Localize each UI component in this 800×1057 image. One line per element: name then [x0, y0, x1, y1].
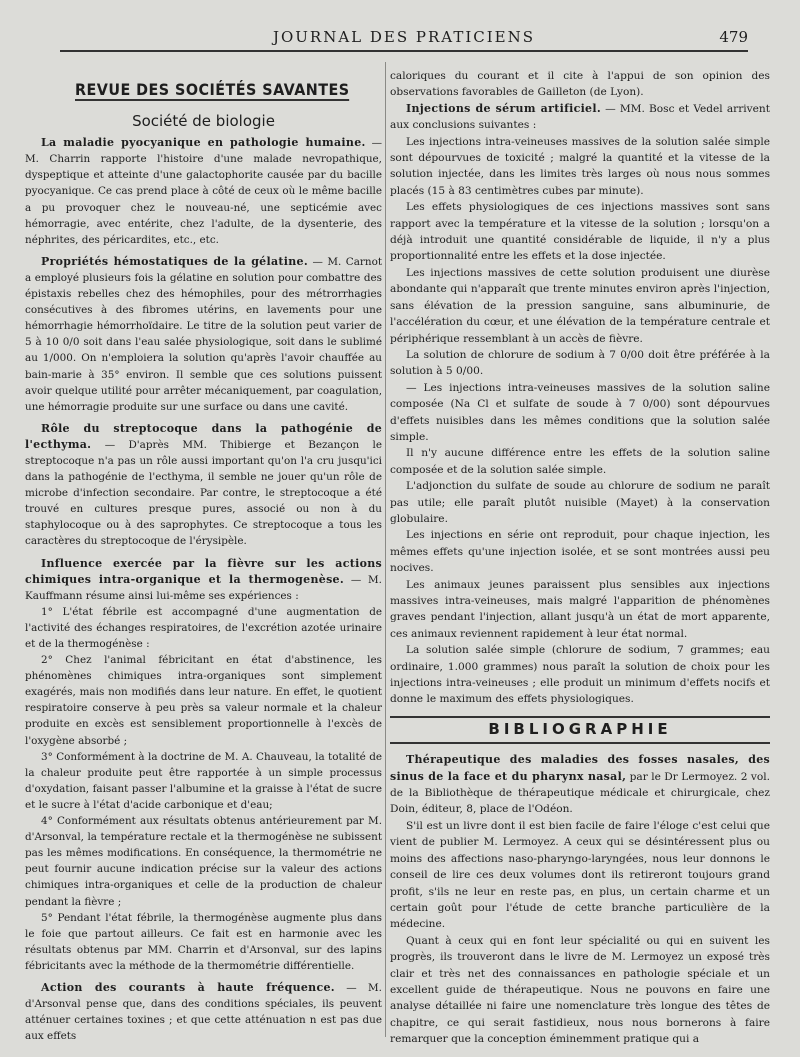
article-text: — MM. Bosc et Vedel arrivent aux conclusions suivantes :: [390, 102, 770, 132]
paragraph: S'il est un livre dont il est bien facile de faire l'éloge c'est celui que vient de publier M. Lermoyez. A ceux qui se désintéressent plus ou moins des affections naso-pharyngo-laryngées, nous leur donnons le conseil de lire ces deux volumes dont ils retireront toujours grand profit, s'ils ne leur en reste pas, en plus, un certain charme et un certain goût pour l'étude de cette branche particulière de la médecine.: [390, 819, 770, 931]
article-fievre: [25, 556, 382, 604]
paragraph: 4° Conformément aux résultats obtenus antérieurement par M. d'Arsonval, la température rectale et la thermogénèse ne subissent pas les mêmes modifications. En conséquence, la thermométrie ne peut fournir aucune indication précise sur la valeur des actions chimiques intra-organiques et celle de la production de chaleur pendant la fièvre ;: [25, 815, 382, 908]
article-heading: Influence exercée par la fièvre sur les actions chimiques intra-organique et la thermogenèse.: [25, 556, 382, 586]
article-pyocyanique: [25, 135, 382, 248]
article-heading: La maladie pyocyanique en pathologie humaine.: [41, 136, 366, 150]
paragraph: Les injections massives de cette solution produisent une diurèse abondante qui n'apparaît que trente minutes environ après l'injection, sans élévation de la pression sanguine, sans albuminurie, de l'accélération du cœur, et une élévation de la température centrale et périphérique ressemblant à un accès de fièvre.: [390, 266, 770, 345]
paragraph: La solution salée simple (chlorure de sodium, 7 grammes; eau ordinaire, 1.000 grammes) nous paraît la solution de choix pour les injections intra-veineuses ; elle produit un minimum d'effets nocifs et donne le maximum des effets physiologiques.: [390, 644, 770, 706]
article-text: — M. d'Arsonval pense que, dans des conditions spéciales, ils peuvent atténuer certaines toxines ; et que cette atténuation n est pas due aux effets: [25, 981, 382, 1043]
paragraph: 2° Chez l'animal fébricitant en état d'abstinence, les phénomènes chimiques intra-organiques sont simplement exagérés, mais non modifiés dans leur nature. En effet, le quotient respiratoire conserve à peu près sa valeur normale et la chaleur produite en excès est sensiblement proportionnelle à l'excès de l'oxygène absorbé ;: [25, 654, 382, 747]
paragraph: Les effets physiologiques de ces injections massives sont sans rapport avec la température et la vitesse de la solution ; lorsqu'on a déjà introduit une quantité considérable de liquide, il n'y a plus proportionnalité entre les effets et la dose injectée.: [390, 201, 770, 263]
paragraph: 1° L'état fébrile est accompagné d'une augmentation de l'activité des échanges respiratoires, de l'excrétion azotée urinaire et de la thermogénèse :: [25, 605, 382, 650]
paragraph: Les animaux jeunes paraissent plus sensibles aux injections massives intra-veineuses, mais malgré l'apparition de phénomènes graves pendant l'injection, allant jusqu'à un état de mort apparente, ces animaux reviennent rapidement à leur état normal.: [390, 578, 770, 640]
article-heading: Action des courants à haute fréquence.: [41, 980, 335, 994]
paragraph: Les injections en série ont reproduit, pour chaque injection, les mêmes effets qu'une injection isolée, et se sont montrées aussi peu nocives.: [390, 529, 770, 575]
bibliography-banner: [390, 716, 770, 744]
book-title: Thérapeutique des maladies des fosses nasales, des sinus de la face et du pharynx nasal,: [390, 753, 770, 783]
article-text: — D'après MM. Thibierge et Bezançon le streptocoque n'a pas un rôle aussi important qu'on l'a cru jusqu'ici dans la pathogénie de l'ecthyma, il semble ne jouer qu'un rôle de microbe d'infection secondaire. Par contre, le streptocoque a été trouvé en cultures presque pures, associé ou non à du staphylocoque ou à des saprophytes. Ce streptocoque a tous les caractères du streptocoque de l'érysipèle.: [25, 438, 382, 548]
article-text: — M. Charrin rapporte l'histoire d'une malade nevropathique, dyspeptique et atteinte d'une galactophorite causée par du bacille pyocyanique. Ce cas prend place à côté de ceux où le même bacille a pu provoquer chez le nouveau-né, une septicémie avec hémorragie, avec entérite, chez l'adulte, de la dysenterie, des néphrites, des péricardites, etc., etc.: [25, 137, 382, 246]
article-streptocoque: [25, 421, 382, 550]
column-divider: [385, 62, 386, 1037]
paragraph: 5° Pendant l'état fébrile, la thermogénèse augmente plus dans le foie que partout ailleurs. Ce fait est en harmonie avec les résultats obtenus par MM. Charrin et d'Arsonval, sur des lapins fébricitants avec la méthode de la thermométrie différentielle.: [25, 911, 382, 972]
paragraph: 3° Conformément à la doctrine de M. A. Chauveau, la totalité de la chaleur produite peut être rapportée à un simple processus d'oxydation, faisant passer l'albumine et la graisse à l'état de sucre et le sucre à l'état d'acide carbonique et d'eau;: [25, 750, 382, 811]
section-title: REVUE DES SOCIÉTÉS SAVANTES: [75, 82, 350, 101]
book-details: par le Dr Lermoyez. 2 vol. de la Bibliothèque de thérapeutique médicale et chirurgicale, chez Doin, éditeur, 8, place de l'Odéon.: [390, 770, 770, 816]
bibliography-entry: [390, 752, 770, 818]
article-gelatine: [25, 254, 382, 415]
paragraph: La solution de chlorure de sodium à 7 0/00 doit être préférée à la solution à 5 0/00.: [390, 348, 770, 378]
paragraph: Quant à ceux qui en font leur spécialité ou qui en suivent les progrès, ils trouveront dans le livre de M. Lermoyez un exposé très clair et très net des connaissances en pathologie spéciale et un excellent guide de thérapeutique. Nous ne pouvons en faire une analyse détaillée ni faire une nomenclature très longue des têtes de chapitre, ce qui serait fastidieux, nous nous bornerons à faire remarquer que la conception éminemment pratique qui a: [390, 934, 770, 1046]
article-heading: Rôle du streptocoque dans la pathogénie de l'ecthyma.: [25, 421, 382, 451]
article-serum: [390, 101, 770, 134]
article-courants: [25, 980, 382, 1044]
article-text: — M. Carnot a employé plusieurs fois la gélatine en solution pour combattre des épistaxis rebelles chez des hémophiles, pour des métrorrhagies consécutives à des fibromes utérins, en lavements pour une hémorrhagie hémorrhoïdaire. Le titre de la solution peut varier de 5 à 10 0/0 soit dans l'eau salée physiologique, soit dans le sublimé au 1/000. On n'emploiera la solution qu'après l'avoir chauffée au bain-marie à 35° environ. Il semble que ces solutions puissent avoir quelque utilité pour arrêter mécaniquement, par coagulation, une hémorragie produite sur une surface ou dans une cavité.: [25, 255, 383, 413]
article-heading: Propriétés hémostatiques de la gélatine.: [41, 254, 308, 268]
paragraph: — Les injections intra-veineuses massives de la solution saline composée (Na Cl et sulfate de soude à 7 0/00) sont dépourvues d'effets nuisibles dans les mêmes conditions que la solution salée simple.: [390, 381, 770, 443]
right-column: [390, 68, 770, 1048]
article-text: — M. Kauffmann résume ainsi lui-même ses expériences :: [25, 573, 382, 602]
running-header: [60, 28, 748, 52]
article-heading: Injections de sérum artificiel.: [406, 101, 601, 115]
paragraph: L'adjonction du sulfate de soude au chlorure de sodium ne paraît pas utile; elle paraît plutôt nuisible (Mayet) à la conservation globulaire.: [390, 480, 770, 525]
bibliography-title: BIBLIOGRAPHIE: [488, 719, 672, 738]
paragraph: Les injections intra-veineuses massives de la solution salée simple sont dépourvues de toxicité ; malgré la quantité et la vitesse de la solution injectée, dans les limites très larges où nous nous sommes placés (15 à 83 centimètres cubes par minute).: [390, 135, 770, 197]
paragraph: caloriques du courant et il cite à l'appui de son opinion des observations favorables de Gailleton (de Lyon).: [390, 70, 770, 99]
society-title: Société de biologie: [132, 112, 275, 131]
journal-title: JOURNAL DES PRATICIENS: [272, 28, 536, 46]
page-number: 479: [719, 28, 748, 46]
left-column: [25, 66, 382, 1044]
paragraph: Il n'y aucune différence entre les effets de la solution saline composée et de la solution salée simple.: [390, 447, 770, 476]
